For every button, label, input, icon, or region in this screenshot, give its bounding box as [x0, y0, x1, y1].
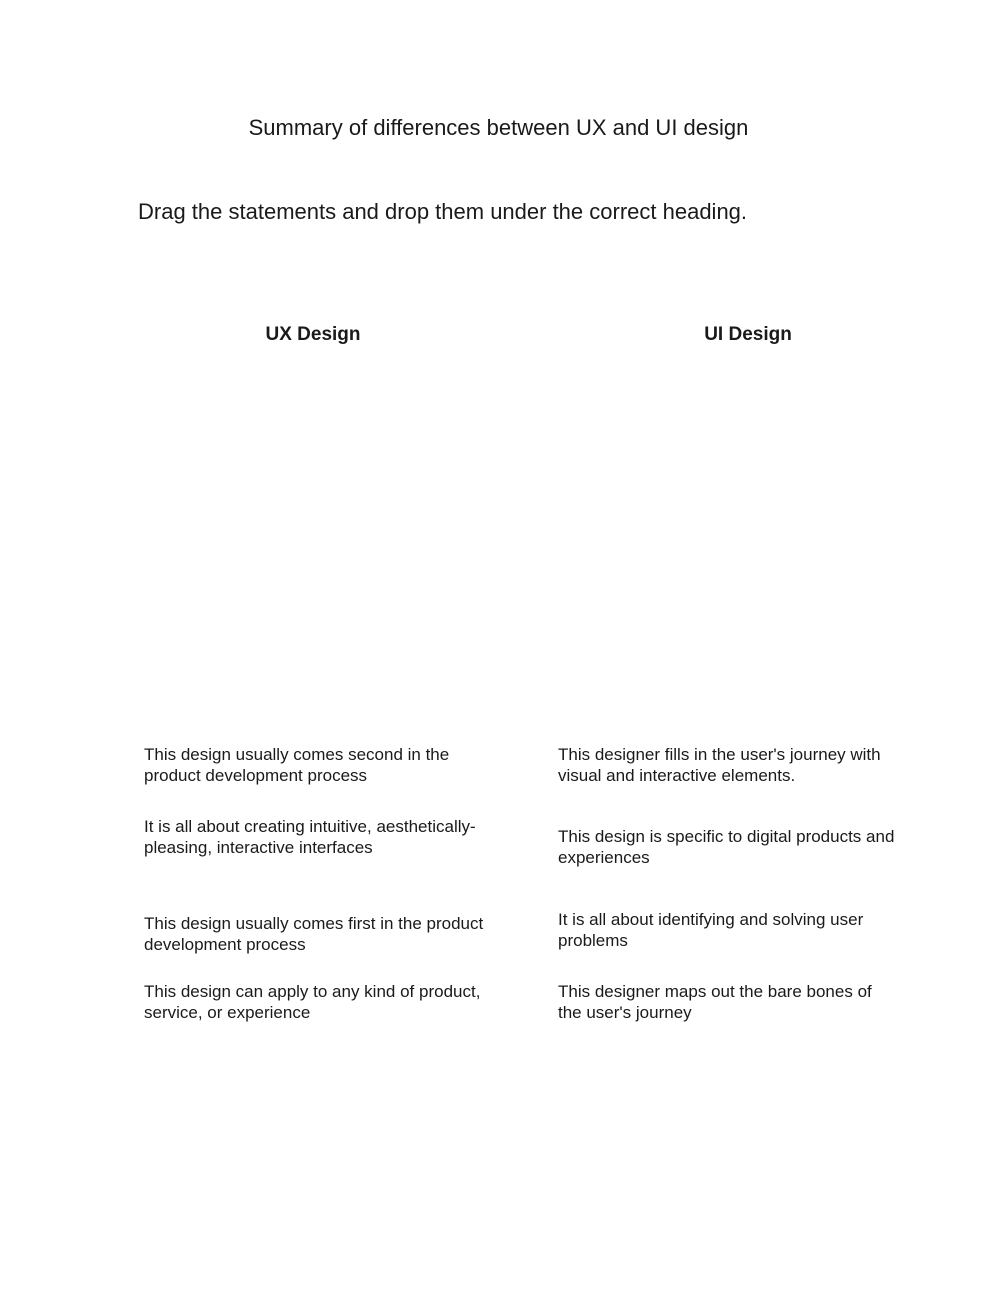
statement-card[interactable]: This design is specific to digital products and experiences: [558, 827, 895, 867]
statement-card[interactable]: This design usually comes first in the product development process: [144, 914, 484, 954]
statement-card[interactable]: This designer maps out the bare bones of the user's journey: [558, 982, 872, 1022]
statement-card[interactable]: It is all about creating intuitive, aesthetically-pleasing, interactive interfaces: [144, 817, 476, 857]
statement-card[interactable]: This designer fills in the user's journey with visual and interactive elements.: [558, 745, 881, 785]
statement-card[interactable]: This design can apply to any kind of product, service, or experience: [144, 982, 481, 1022]
ux-design-heading: UX Design: [265, 324, 361, 345]
ui-drop-zone[interactable]: [555, 360, 895, 720]
ux-drop-zone[interactable]: [140, 360, 480, 720]
statement-card[interactable]: It is all about identifying and solving user problems: [558, 910, 864, 950]
page-title: Summary of differences between UX and UI design: [248, 115, 749, 140]
ui-design-heading: UI Design: [704, 324, 792, 345]
statement-card[interactable]: This design usually comes second in the product development process: [144, 745, 450, 785]
instructions: Drag the statements and drop them under the correct heading.: [138, 199, 748, 224]
